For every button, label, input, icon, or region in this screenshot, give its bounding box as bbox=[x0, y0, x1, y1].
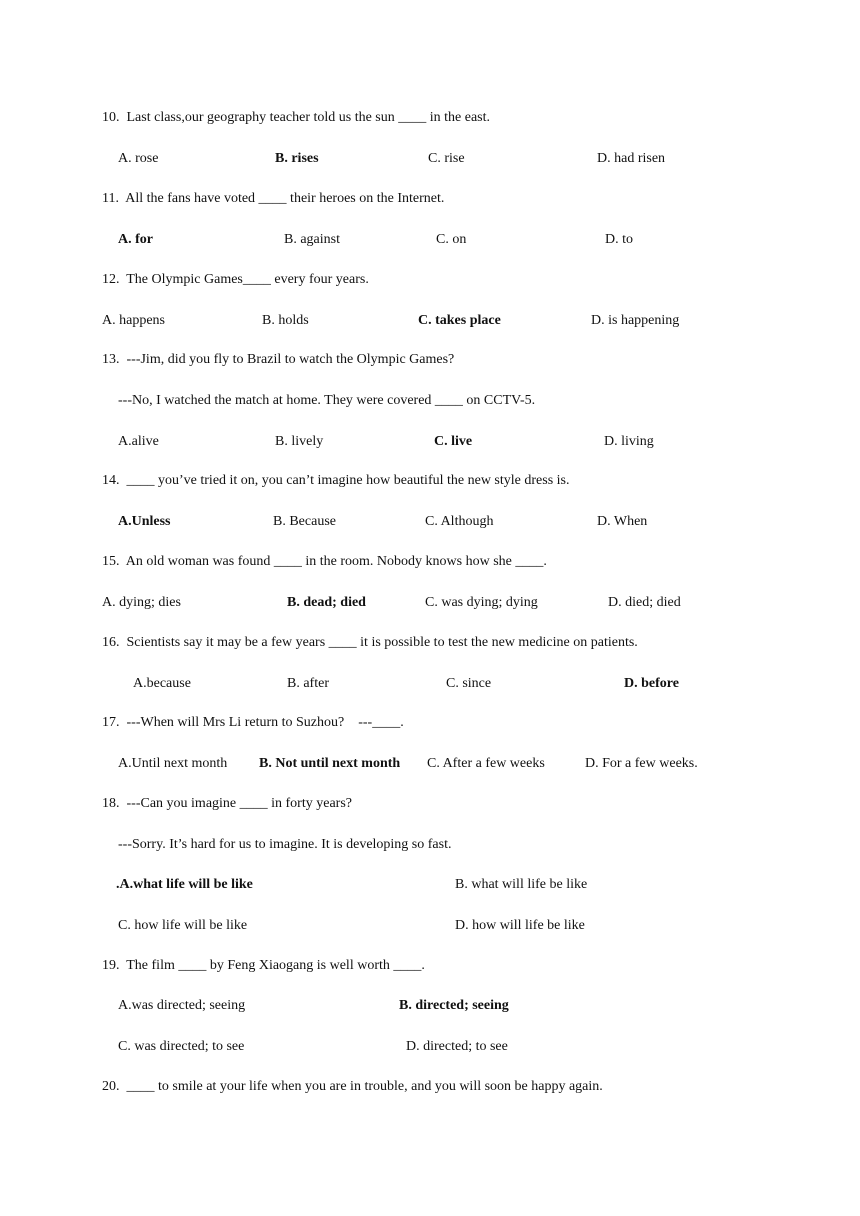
q14-option-c: C. Although bbox=[425, 514, 494, 529]
q10-stem: 10. Last class,our geography teacher told us the sun ____ in the east. bbox=[102, 110, 491, 125]
q18-option-c: C. how life will be like bbox=[118, 918, 248, 933]
q12-option-d: D. is happening bbox=[591, 313, 680, 328]
q10-option-b: B. rises bbox=[275, 151, 319, 166]
q11-stem: 11. All the fans have voted ____ their heroes on the Internet. bbox=[102, 191, 445, 206]
q13-stem: 13. ---Jim, did you fly to Brazil to watch the Olympic Games? bbox=[102, 352, 455, 367]
q11-option-d: D. to bbox=[605, 232, 633, 247]
q17-option-d: D. For a few weeks. bbox=[585, 756, 698, 771]
q19-option-d: D. directed; to see bbox=[406, 1039, 508, 1054]
q10-option-c: C. rise bbox=[428, 151, 465, 166]
q18-option-d: D. how will life be like bbox=[455, 918, 585, 933]
q17-option-b: B. Not until next month bbox=[259, 756, 401, 771]
q20-stem: 20. ____ to smile at your life when you are in trouble, and you will soon be happy again. bbox=[102, 1079, 603, 1094]
q18-option-b: B. what will life be like bbox=[455, 877, 588, 892]
q12-option-c: C. takes place bbox=[418, 313, 501, 328]
q18-option-a: .A.what life will be like bbox=[116, 877, 253, 892]
q19-stem: 19. The film ____ by Feng Xiaogang is well worth ____. bbox=[102, 958, 425, 973]
q14-option-a: A.Unless bbox=[118, 514, 171, 529]
q19-option-a: A.was directed; seeing bbox=[118, 998, 246, 1013]
q12-stem: 12. The Olympic Games____ every four years. bbox=[102, 272, 369, 287]
q16-option-d: D. before bbox=[624, 676, 679, 691]
q13-option-c: C. live bbox=[434, 434, 473, 449]
q16-option-b: B. after bbox=[287, 676, 329, 691]
q14-stem: 14. ____ you’ve tried it on, you can’t imagine how beautiful the new style dress is. bbox=[102, 473, 570, 488]
q15-stem: 15. An old woman was found ____ in the room. Nobody knows how she ____. bbox=[102, 554, 547, 569]
q15-option-c: C. was dying; dying bbox=[425, 595, 538, 610]
q11-option-b: B. against bbox=[284, 232, 340, 247]
q10-option-a: A. rose bbox=[118, 151, 159, 166]
q18-stem-reply: ---Sorry. It’s hard for us to imagine. It is developing so fast. bbox=[118, 837, 452, 852]
q17-stem: 17. ---When will Mrs Li return to Suzhou? ---____. bbox=[102, 715, 404, 730]
q16-option-c: C. since bbox=[446, 676, 492, 691]
q15-option-a: A. dying; dies bbox=[102, 595, 181, 610]
q19-option-b: B. directed; seeing bbox=[399, 998, 509, 1013]
q18-stem: 18. ---Can you imagine ____ in forty years? bbox=[102, 796, 352, 811]
q15-option-b: B. dead; died bbox=[287, 595, 366, 610]
q11-option-a: A. for bbox=[118, 232, 153, 247]
q13-stem-reply: ---No, I watched the match at home. They were covered ____ on CCTV-5. bbox=[118, 393, 536, 408]
q15-option-d: D. died; died bbox=[608, 595, 681, 610]
q16-stem: 16. Scientists say it may be a few years ____ it is possible to test the new medicine on patients. bbox=[102, 635, 638, 650]
q11-option-c: C. on bbox=[436, 232, 467, 247]
q14-option-b: B. Because bbox=[273, 514, 336, 529]
q17-option-a: A.Until next month bbox=[118, 756, 228, 771]
q13-option-a: A.alive bbox=[118, 434, 159, 449]
q12-option-b: B. holds bbox=[262, 313, 309, 328]
q14-option-d: D. When bbox=[597, 514, 648, 529]
q12-option-a: A. happens bbox=[102, 313, 165, 328]
q10-option-d: D. had risen bbox=[597, 151, 666, 166]
q19-option-c: C. was directed; to see bbox=[118, 1039, 245, 1054]
q13-option-d: D. living bbox=[604, 434, 654, 449]
q17-option-c: C. After a few weeks bbox=[427, 756, 545, 771]
q16-option-a: A.because bbox=[133, 676, 191, 691]
q13-option-b: B. lively bbox=[275, 434, 324, 449]
